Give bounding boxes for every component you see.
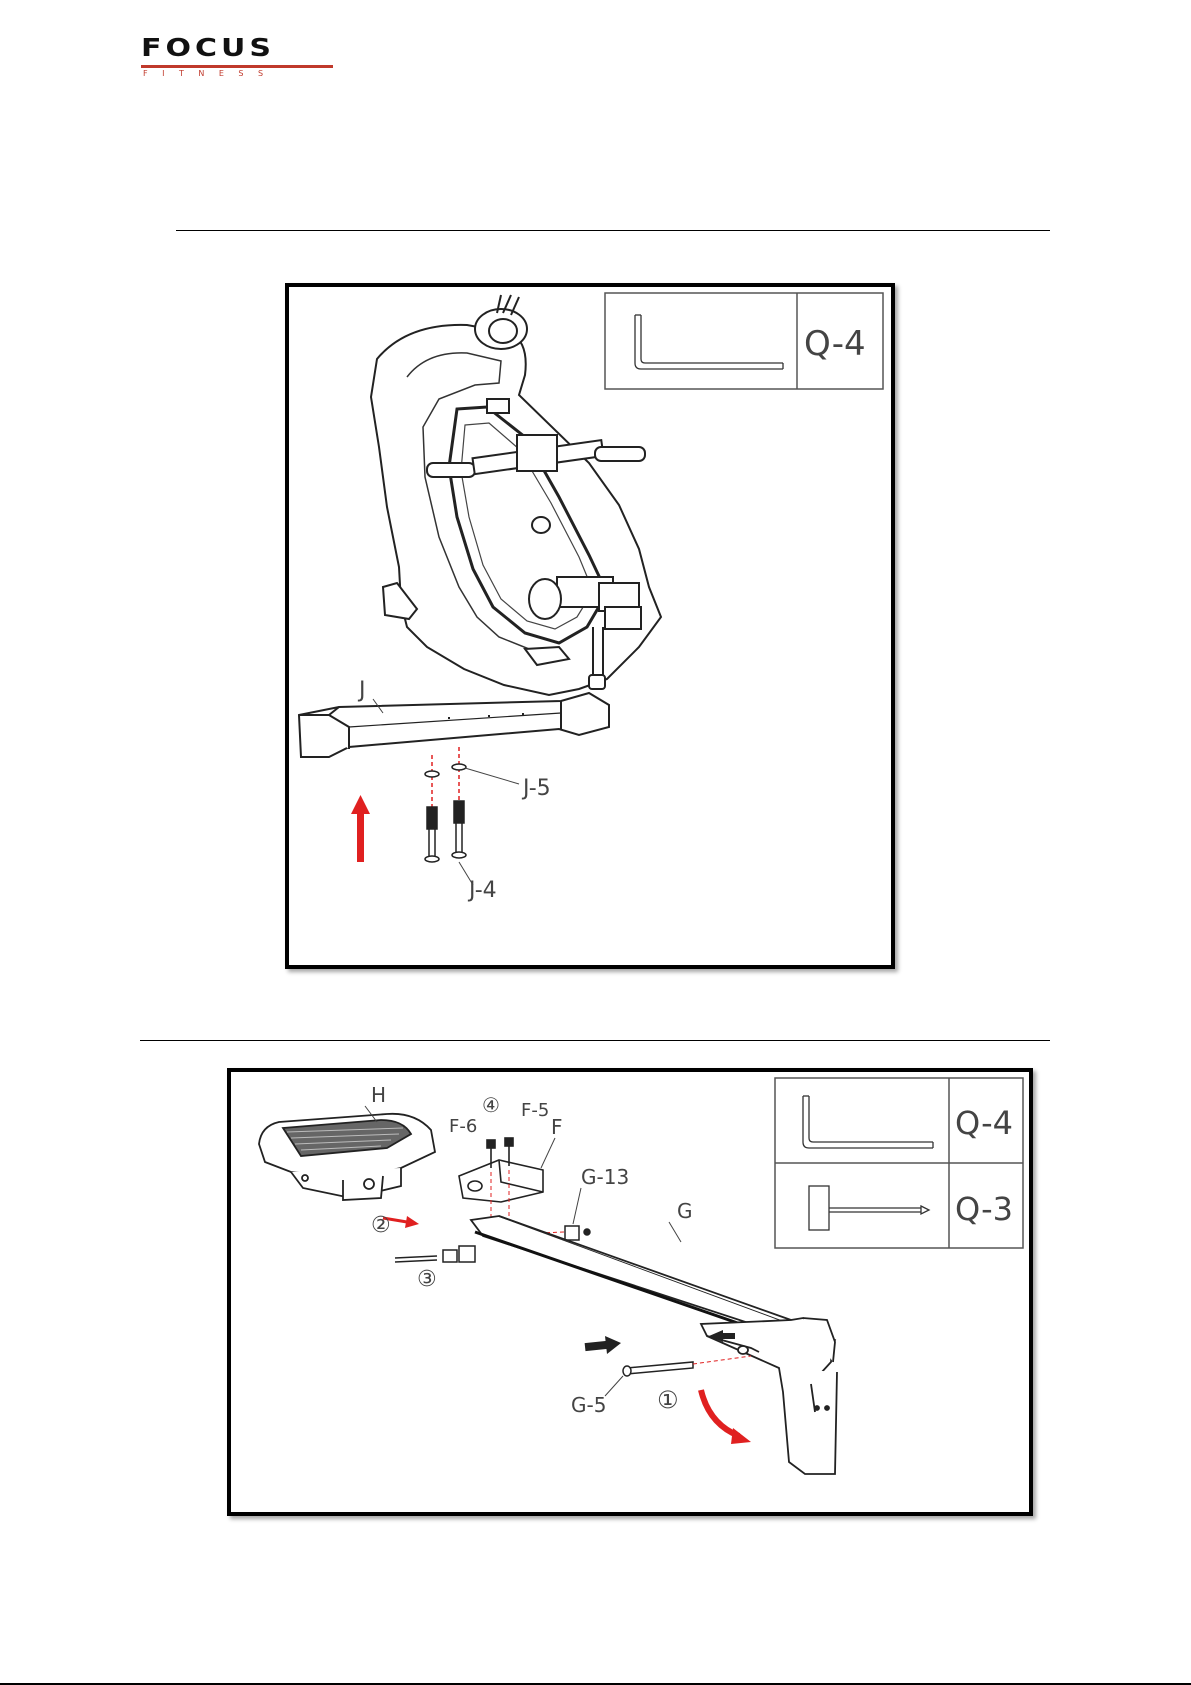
leader-g13 xyxy=(573,1188,581,1224)
step-2-marker: ② xyxy=(371,1213,391,1238)
leader-f xyxy=(541,1138,555,1168)
guide-line xyxy=(693,1356,751,1364)
logo-underline xyxy=(141,65,333,68)
front-stabilizer-drawing xyxy=(299,693,609,757)
part-label-f: F xyxy=(551,1115,563,1139)
focus-fitness-logo xyxy=(141,33,333,78)
assembly-figure-1 xyxy=(285,283,895,969)
assembly-drawing-1 xyxy=(289,287,891,965)
tool-inset-q4 xyxy=(605,293,883,389)
logo-subtitle: FITNESS xyxy=(143,69,278,78)
rower-frame-drawing xyxy=(371,295,661,695)
bolts-j4-drawing xyxy=(425,747,466,862)
logo-wordmark: FOCUS xyxy=(141,33,275,63)
tool-label-q4: Q-4 xyxy=(804,324,866,364)
screwdriver-icon xyxy=(809,1186,929,1230)
part-label-f6: F-6 xyxy=(449,1116,478,1137)
part-label-j5: J-5 xyxy=(523,776,551,801)
tool-label-q4: Q-4 xyxy=(955,1104,1013,1142)
step-1-marker: ① xyxy=(657,1386,679,1414)
pedal-bolt-drawing xyxy=(395,1246,475,1262)
tool-label-q3: Q-3 xyxy=(955,1190,1013,1228)
part-label-g: G xyxy=(677,1199,693,1223)
part-label-f5: F-5 xyxy=(521,1100,550,1121)
assembly-drawing-2 xyxy=(231,1072,1029,1512)
leader-j5 xyxy=(465,768,519,784)
part-label-g5: G-5 xyxy=(571,1393,607,1417)
step-4-marker: ④ xyxy=(482,1093,500,1117)
allen-key-icon xyxy=(635,315,783,369)
part-label-g13: G-13 xyxy=(581,1165,630,1189)
tool-inset-q4-q3 xyxy=(775,1078,1023,1248)
rail-g-drawing xyxy=(471,1216,837,1474)
rotate-arrow-icon xyxy=(701,1390,751,1444)
part-label-j4: J-4 xyxy=(469,878,497,903)
knob-g13-drawing xyxy=(565,1226,590,1240)
allen-key-icon xyxy=(803,1096,933,1148)
section-divider-1 xyxy=(176,230,1050,231)
section-divider-2 xyxy=(140,1040,1050,1041)
axle-g5-drawing xyxy=(623,1362,693,1376)
bracket-f-drawing xyxy=(459,1138,543,1202)
step-3-marker: ③ xyxy=(417,1267,437,1292)
part-label-h: H xyxy=(371,1083,387,1107)
leader-g xyxy=(669,1222,681,1242)
direction-arrow-icon xyxy=(351,795,370,862)
assembly-figure-2 xyxy=(227,1068,1033,1516)
direction-arrow-icon xyxy=(585,1336,621,1354)
part-label-j: J xyxy=(359,678,366,703)
footrest-drawing xyxy=(259,1114,435,1200)
leader-g5 xyxy=(605,1376,623,1396)
